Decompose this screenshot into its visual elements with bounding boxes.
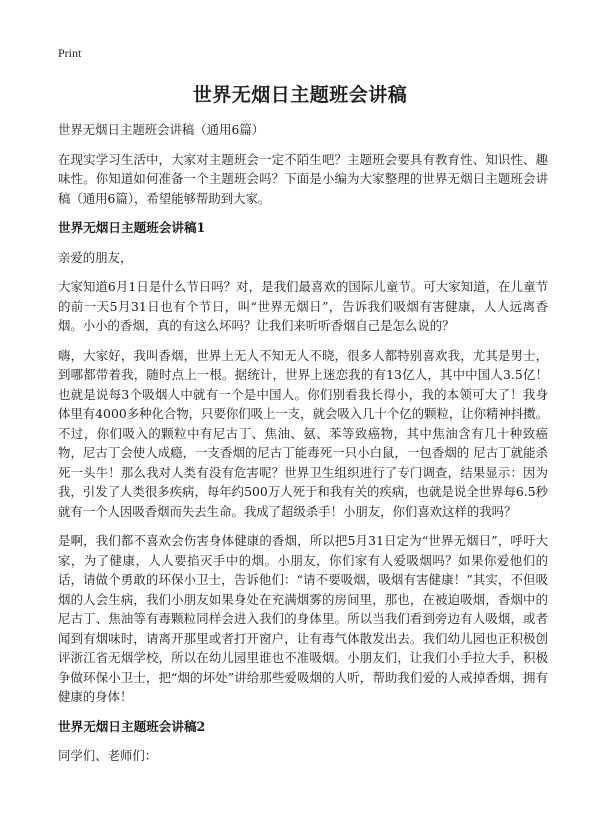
section-heading: 世界无烟日主题班会讲稿2 xyxy=(58,718,206,734)
print-link[interactable]: Print xyxy=(58,46,82,60)
document-subtitle: 世界无烟日主题班会讲稿（通用6篇） xyxy=(58,122,265,137)
greeting-paragraph: 亲爱的朋友， xyxy=(58,249,133,265)
document-body xyxy=(58,120,548,776)
body-paragraph: 大家知道6月1日是什么节日吗？对，是我们最喜欢的国际儿童节。可大家知道，在儿童节的前一天5月31日也有个节日，叫“世界无烟日”，告诉我们吸烟有害健康，人人远离香烟。小小的香烟，真的有这么坏吗？让我们来听听香烟自己是怎么说的？ xyxy=(58,279,548,333)
greeting-paragraph: 同学们、老师们： xyxy=(58,748,158,763)
section-1 xyxy=(58,218,548,707)
section-2 xyxy=(58,717,548,766)
intro-paragraph: 在现实学习生活中，大家对主题班会一定不陌生吧？主题班会要具有教育性、知识性、趣味性。你知道如何准备一个主题班会吗？下面是小编为大家整理的世界无烟日主题班会讲稿（通用6篇），希望能够帮助到大家。 xyxy=(58,151,548,206)
body-paragraph: 是啊，我们都不喜欢会伤害身体健康的香烟，所以把5月31日定为“世界无烟日”，呼吁大家，为了健康，人人要掐灭手中的烟。小朋友，你们家有人爱吸烟吗？如果你爱他们的话，请做个勇敢的环保小卫士，告诉他们：“请不要吸烟，吸烟有害健康！”其实，不但吸烟的人会生病，我们小朋友如果身处在充满烟雾的房间里，那也，在被迫吸烟，香烟中的尼古丁、焦油等有毒颗粒同样会进入我们的身体里。所以当我们看到旁边有人吸烟，或者闻到有烟味时，请离开那里或者打开窗户，让有毒气体散发出去。我们幼儿园也正积极创评浙江省无烟学校，所以在幼儿园里谁也不准吸烟。小朋友们，让我们小手拉大手，积极争做环保小卫士，把“烟的坏处”讲给那些爱吸烟的人听，帮助我们爱的人戒掉香烟，拥有健康的身体！ xyxy=(58,533,548,704)
section-heading: 世界无烟日主题班会讲稿1 xyxy=(58,220,206,235)
document-title: 世界无烟日主题班会讲稿 xyxy=(192,84,408,106)
body-paragraph: 嗨，大家好，我叫香烟，世界上无人不知无人不晓，很多人都特别喜欢我，尤其是男士，到哪都带着我，随时点上一根。据统计，世界上迷恋我的有13亿人，其中中国人3.5亿！也就是说每3个吸烟人中就有一个是中国人。你们别看我长得小，我的本领可大了！我身体里有4000多种化合物，只要你们吸上一支，就会吸入几十个亿的颗粒，让你精神抖擞。不过，你们吸入的颗粒中有尼古丁、焦油、氨、苯等致癌物，其中焦油含有几十种致癌物，尼古丁会使人成瘾，一支香烟的尼古丁能毒死一只小白鼠，一包香烟的 尼古丁就能杀死一头牛！那么我对人类有没有危害呢？世界卫生组织进行了专门调查，结果显示：因为我，引发了人类很多疾病，每年约500万人死于和我有关的疾病，也就是说全世界每6.5秒就有一个人因吸香烟而失去生命。我成了超级杀手！小朋友，你们喜欢这样的我吗？ xyxy=(58,347,548,519)
